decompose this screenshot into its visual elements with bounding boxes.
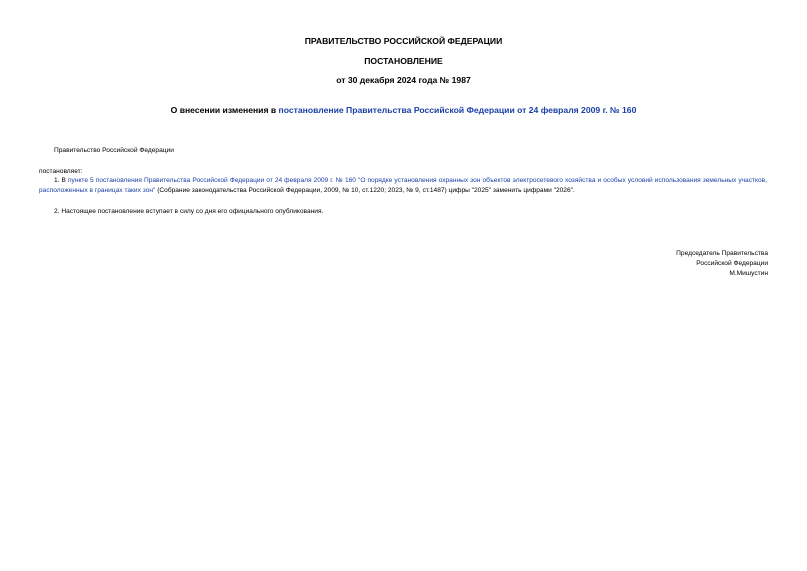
paragraph-2: 2. Настоящее постановление вступает в силу со дня его официального опубликования. (54, 208, 324, 215)
document-title (0, 105, 807, 115)
paragraph-1-suffix: (Собрание законодательства Российской Федерации, 2009, № 10, ст.1220; 2023, № 9, ст.1487) цифры "2025" заменить цифрами "2026". (155, 187, 575, 194)
issuer-text: Правительство Российской Федерации (54, 147, 174, 154)
paragraph-1-reference-link[interactable]: пункте 5 постановления Правительства Российской Федерации от 24 февраля 2009 г. № 160 "О порядке установления охранных зон объектов электросетевого хозяйства и особых условий использования земельных участков, расположенных в границах таких зон" (39, 177, 768, 194)
paragraph-1-prefix: 1. В (54, 177, 68, 184)
decides-text: постановляет: (39, 168, 83, 175)
title-prefix: О внесении изменения в (170, 105, 279, 115)
paragraph-1 (39, 176, 767, 196)
signature-org-line: Российской Федерации (696, 260, 768, 267)
government-heading: ПРАВИТЕЛЬСТВО РОССИЙСКОЙ ФЕДЕРАЦИИ (304, 36, 503, 46)
signature-name: М.Мишустин (729, 270, 768, 277)
title-reference-link[interactable]: постановление Правительства Российской Федерации от 24 февраля 2009 г. № 160 (278, 105, 637, 115)
signature-title-line: Председатель Правительства (676, 250, 768, 257)
document-type-heading: ПОСТАНОВЛЕНИЕ (364, 56, 443, 66)
document-date-number: от 30 декабря 2024 года № 1987 (336, 75, 471, 85)
